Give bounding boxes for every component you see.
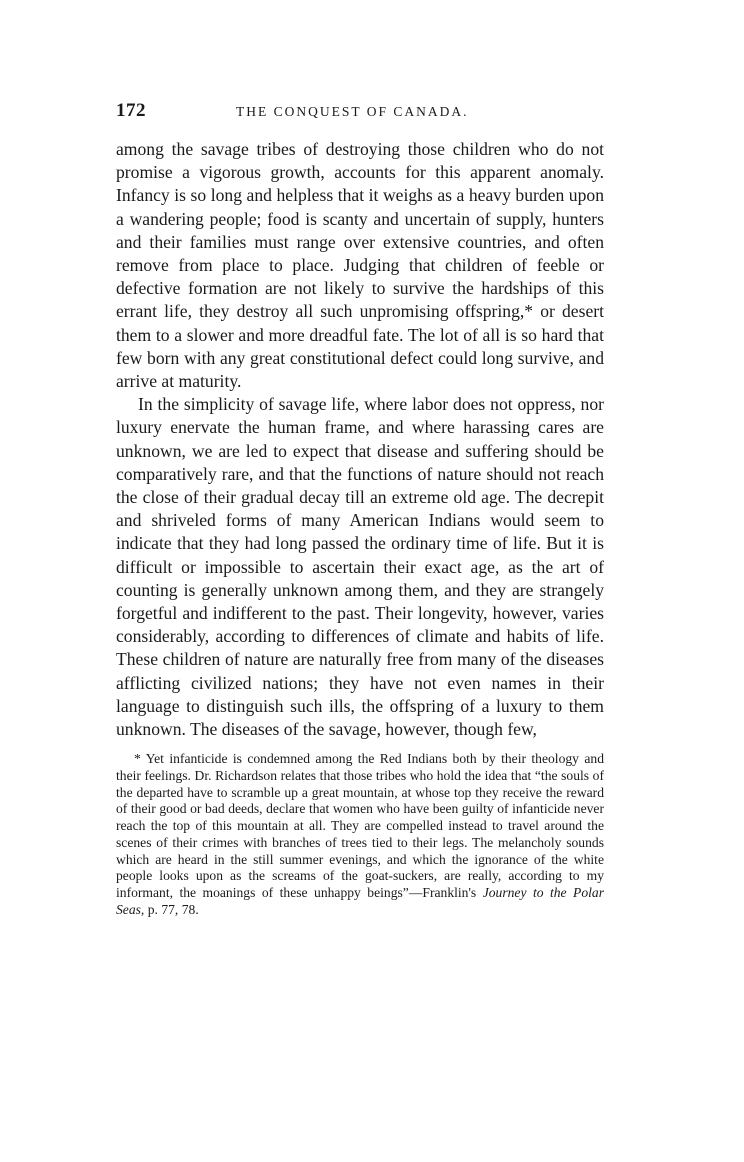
footnote-citation-pages: p. 77, 78.	[147, 901, 199, 917]
footnote-citation-title: Journey to the Polar Seas,	[116, 884, 605, 917]
paragraph: among the savage tribes of destroying those children who do not promise a vigorous growth, accounts for this apparent anomaly. Infancy is so long and helpless that it weighs as a heavy burden upon a wandering people; food is scanty and uncertain of supply, hunters and their families must range over extensive countries, and often remove from place to place. Judging that children of feeble or defective formation are not likely to survive the hardships of this errant life, they destroy all such unpromising offspring,* or desert them to a slower and more dreadful fate. The lot of all is so hard that few born with any great constitutional defect could long survive, and arrive at maturity.	[116, 139, 604, 392]
footnote	[116, 751, 604, 918]
running-title: THE CONQUEST OF CANADA.	[236, 104, 469, 119]
footnote-paragraph	[116, 751, 604, 918]
page-header	[116, 100, 604, 130]
paragraph: In the simplicity of savage life, where labor does not oppress, nor luxury enervate the human frame, and where harassing cares are unknown, we are led to expect that disease and suffering should be comparatively rare, and that the functions of nature should not reach the close of their gradual decay till an extreme old age. The decrepit and shriveled forms of many American Indians would seem to indicate that they had long passed the ordinary time of life. But it is difficult or impossible to ascertain their exact age, as the art of counting is generally unknown among them, and they are strangely forgetful and indifferent to the past. Their longevity, however, varies considerably, according to differences of climate and habits of life. These children of nature are naturally free from many of the diseases afflicting civilized nations; they have not even names in their language to distinguish such ills, the offspring of a luxury to them unknown. The diseases of the savage, however, though few,	[116, 394, 604, 740]
footnote-text: * Yet infanticide is condemned among the Red Indians both by their theology and their feelings. Dr. Richardson relates that those tribes who hold the idea that “the souls of the departed have to scramble up a great mountain, at whose top they receive the reward of their good or bad deeds, declare that women who have been guilty of infanticide never reach the top of this mountain at all. They are compelled instead to travel around the scenes of their crimes with branches of trees tied to their legs. The melancholy sounds which are heard in the still summer evenings, and which the ignorance of the white people looks upon as the screams of the goat-suckers, are really, according to my informant, the moanings of these unhappy beings”—Franklin's	[116, 751, 604, 900]
main-text	[116, 138, 604, 741]
page-number: 172	[116, 100, 146, 121]
book-page	[116, 100, 604, 918]
